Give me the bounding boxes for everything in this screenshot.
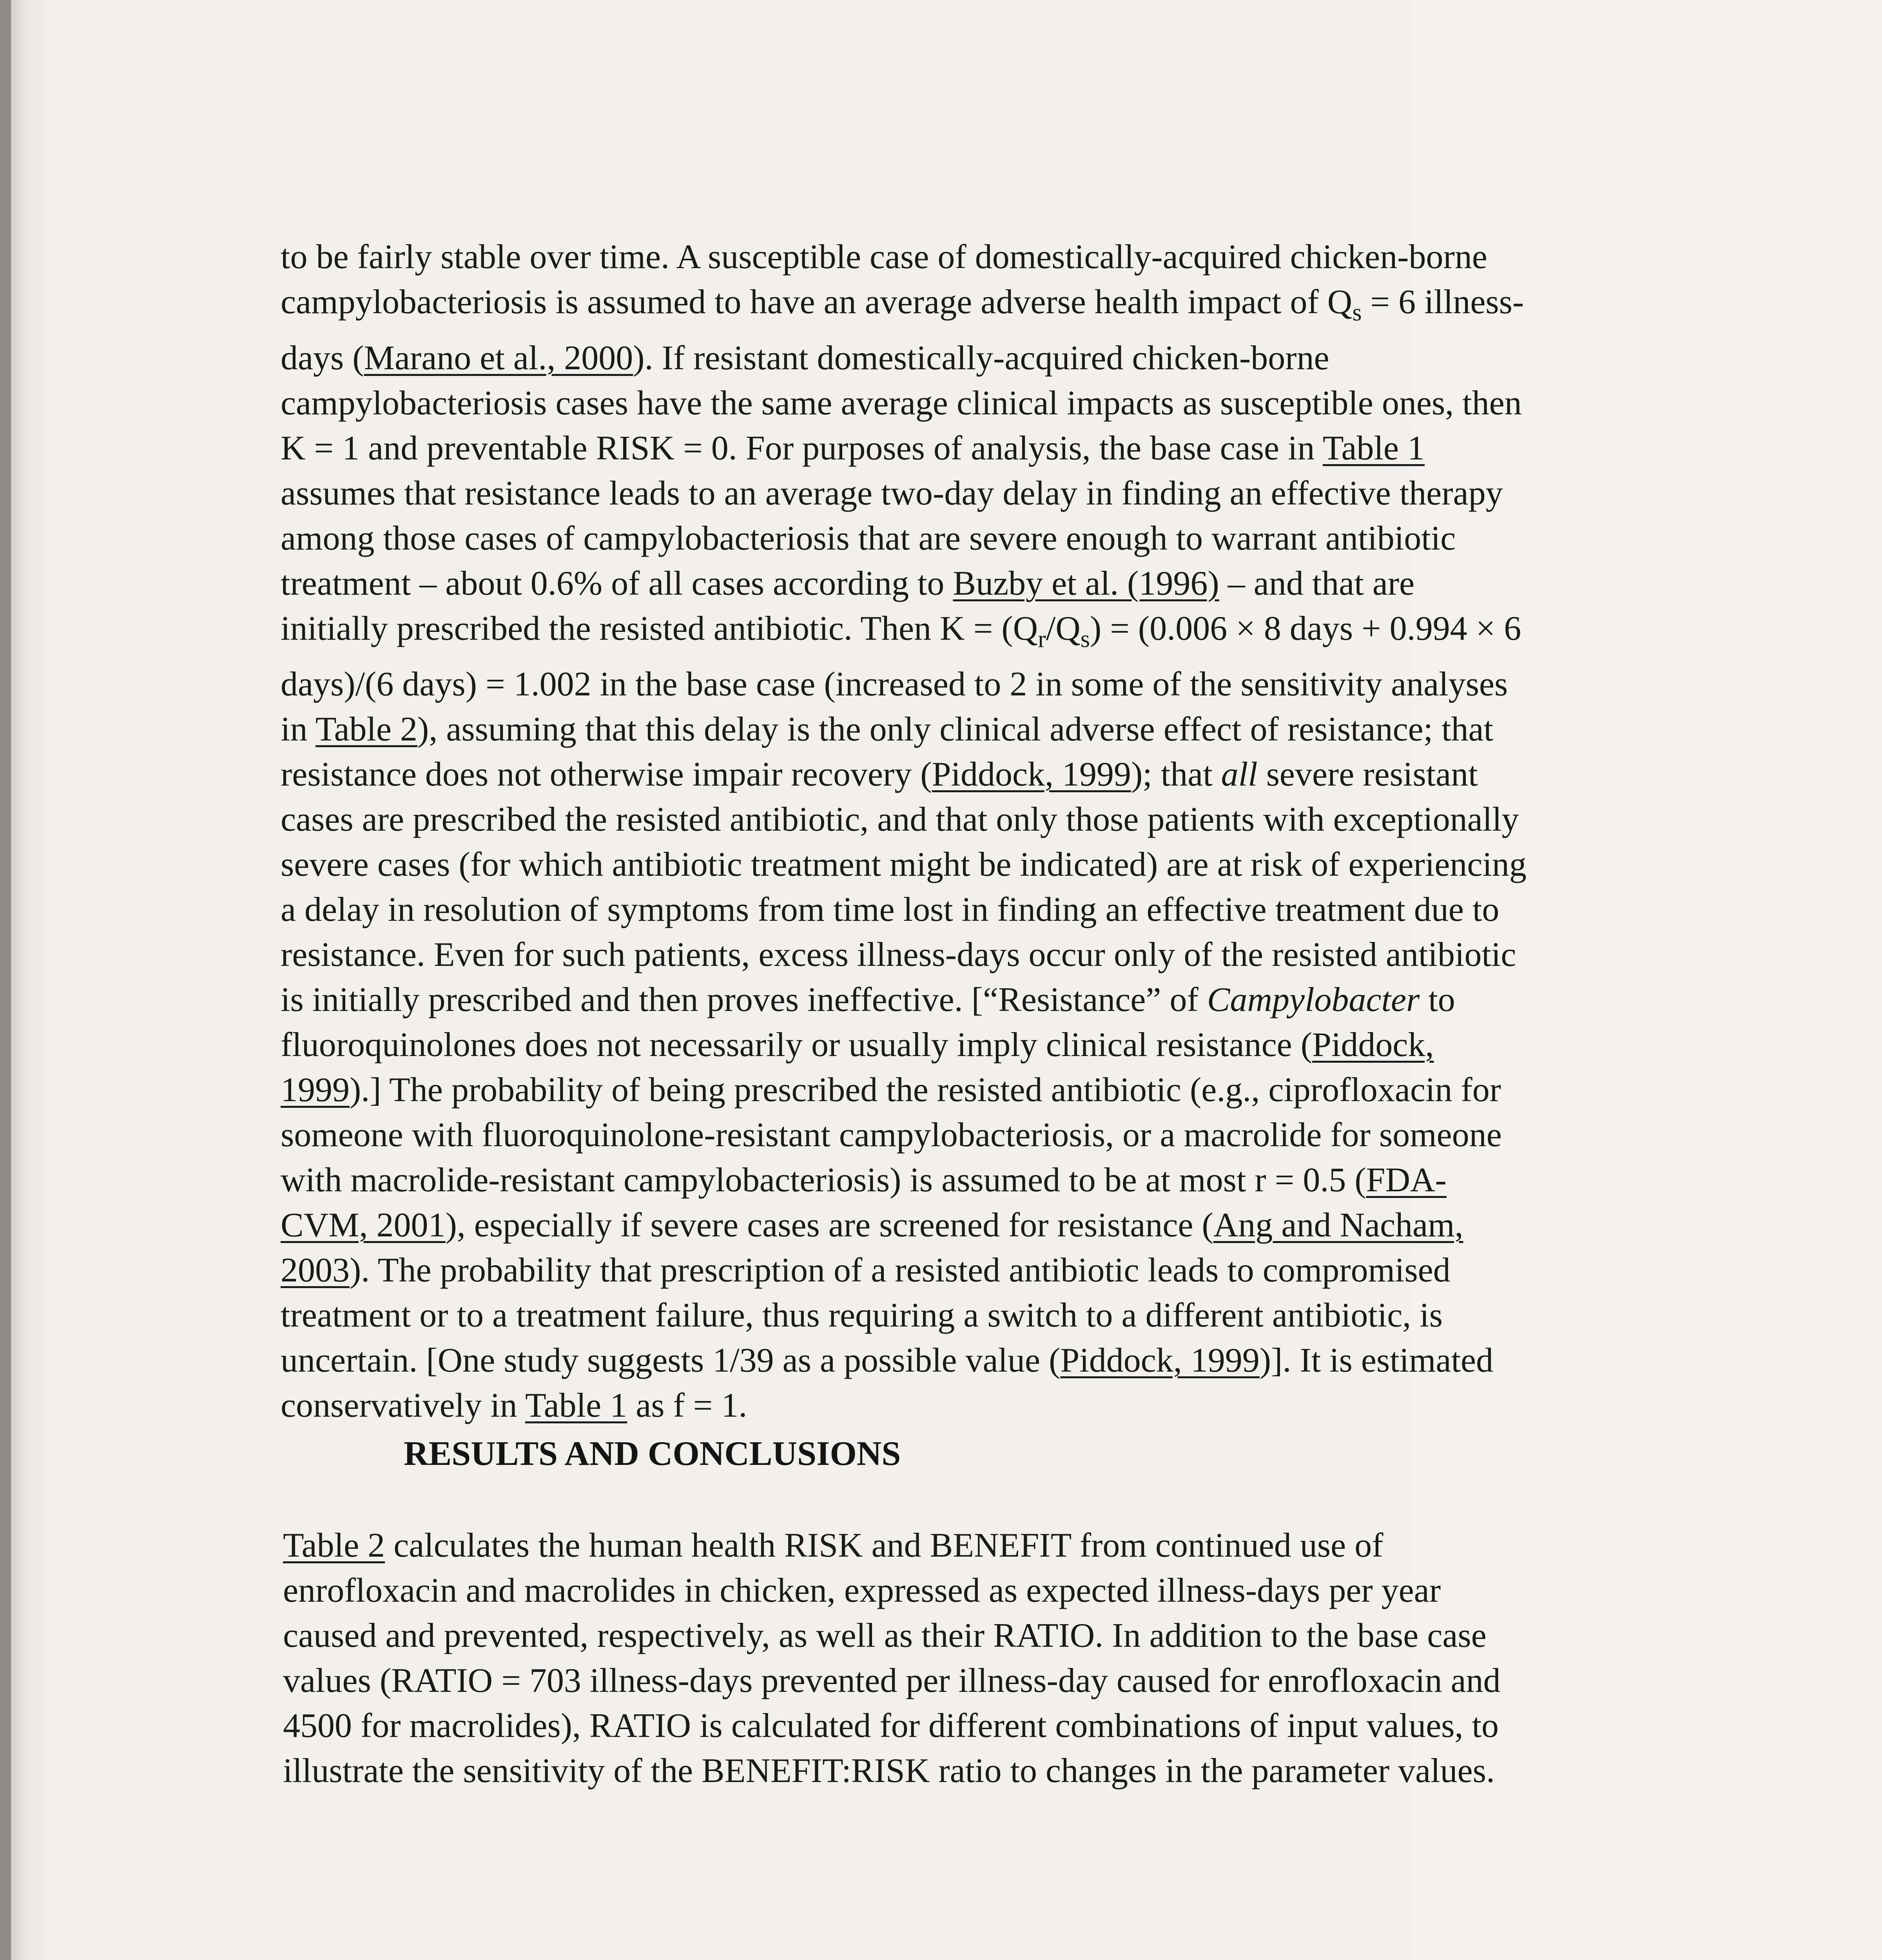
text-run: /Q [1046, 609, 1081, 648]
citation-link[interactable]: FDA- [1366, 1161, 1447, 1200]
text-run: campylobacteriosis is assumed to have an average adverse health impact of Q [281, 283, 1353, 321]
text-run: fluoroquinolones does not necessarily or usually imply clinical resistance ( [281, 1026, 1313, 1064]
text-line [281, 381, 1707, 426]
text-run: treatment or to a treatment failure, thus requiring a switch to a different antibiotic, is [281, 1296, 1443, 1335]
text-line [283, 1703, 1710, 1748]
text-line [281, 662, 1707, 707]
citation-link[interactable]: 1999 [281, 1071, 350, 1109]
text-line [281, 932, 1707, 977]
text-run: values (RATIO = 703 illness-days prevented per illness-day caused for enrofloxacin and [283, 1662, 1501, 1700]
text-line [281, 887, 1707, 932]
text-line [281, 1203, 1707, 1248]
text-run: = 6 illness- [1362, 283, 1524, 321]
text-line [283, 1568, 1710, 1613]
text-run: campylobacteriosis cases have the same average clinical impacts as susceptible ones, then [281, 384, 1522, 422]
citation-link[interactable]: Table 2 [283, 1526, 385, 1564]
citation-link[interactable]: Marano et al., 2000 [364, 339, 633, 377]
body-paragraph-1 [281, 234, 1707, 1428]
text-line [283, 1523, 1710, 1568]
text-line [281, 842, 1707, 887]
text-run: days)/(6 days) = 1.002 in the base case (increased to 2 in some of the sensitivity analyses [281, 665, 1508, 704]
text-run: ). If resistant domestically-acquired chicken-borne [633, 339, 1329, 377]
body-paragraph-2 [283, 1523, 1710, 1793]
text-line [281, 234, 1707, 279]
text-line [281, 1112, 1707, 1158]
text-line [281, 797, 1707, 842]
text-line [281, 1022, 1707, 1067]
text-run: resistance does not otherwise impair recovery ( [281, 755, 932, 794]
text-line [281, 516, 1707, 561]
subscript: r [1038, 626, 1046, 653]
subscript: s [1352, 299, 1362, 326]
text-run: conservatively in [281, 1387, 525, 1425]
text-line [281, 279, 1707, 336]
text-run: treatment – about 0.6% of all cases according to [281, 564, 953, 603]
citation-link[interactable]: Piddock, [1312, 1026, 1434, 1064]
citation-link[interactable]: Table 1 [1322, 429, 1425, 467]
text-run: ); that [1131, 755, 1221, 794]
citation-link[interactable]: Piddock, 1999 [932, 755, 1131, 794]
text-run: is initially prescribed and then proves ineffective. [“Resistance” of [281, 981, 1207, 1019]
text-run: calculates the human health RISK and BENEFIT from continued use of [385, 1526, 1383, 1564]
text-line [281, 1293, 1707, 1338]
text-line [281, 1067, 1707, 1112]
text-run: resistance. Even for such patients, excess illness-days occur only of the resisted antibiotic [281, 936, 1516, 974]
text-line [281, 1158, 1707, 1203]
italic-text: all [1221, 755, 1258, 794]
text-run: ), especially if severe cases are screened for resistance ( [445, 1206, 1213, 1245]
text-run: cases are prescribed the resisted antibiotic, and that only those patients with exceptionally [281, 800, 1519, 839]
text-line [281, 707, 1707, 752]
text-run: ), assuming that this delay is the only clinical adverse effect of resistance; that [417, 710, 1494, 749]
text-run: illustrate the sensitivity of the BENEFIT:RISK ratio to changes in the parameter values. [283, 1752, 1495, 1790]
text-line [281, 471, 1707, 516]
text-line [283, 1748, 1710, 1793]
page-edge-shadow [0, 0, 11, 1960]
text-line [281, 1383, 1707, 1428]
text-line [281, 1338, 1707, 1383]
text-run: as f = 1. [627, 1387, 747, 1425]
text-run: enrofloxacin and macrolides in chicken, expressed as expected illness-days per year [283, 1572, 1441, 1610]
citation-link[interactable]: Piddock, 1999 [1060, 1341, 1260, 1380]
text-line [283, 1613, 1710, 1658]
text-run: ) = (0.006 × 8 days + 0.994 × 6 [1090, 609, 1521, 648]
text-run: severe resistant [1257, 755, 1478, 794]
text-run: assumes that resistance leads to an average two-day delay in finding an effective therapy [281, 474, 1503, 512]
italic-text: Campylobacter [1207, 981, 1420, 1019]
subscript: s [1080, 626, 1090, 653]
text-run: uncertain. [One study suggests 1/39 as a possible value ( [281, 1341, 1061, 1380]
text-line [283, 1658, 1710, 1703]
text-run: in [281, 710, 315, 749]
citation-link[interactable]: Table 1 [525, 1387, 627, 1425]
text-run: to [1420, 981, 1455, 1019]
text-run: severe cases (for which antibiotic treatment might be indicated) are at risk of experiencing [281, 846, 1527, 884]
text-run: with macrolide-resistant campylobacteriosis) is assumed to be at most r = 0.5 ( [281, 1161, 1366, 1200]
text-line [281, 606, 1707, 662]
section-heading: RESULTS AND CONCLUSIONS [404, 1435, 901, 1473]
text-run: caused and prevented, respectively, as well as their RATIO. In addition to the base case [283, 1617, 1487, 1655]
text-run: K = 1 and preventable RISK = 0. For purposes of analysis, the base case in [281, 429, 1323, 467]
text-run: a delay in resolution of symptoms from time lost in finding an effective treatment due to [281, 891, 1499, 929]
text-line [281, 561, 1707, 606]
citation-link[interactable]: CVM, 2001 [281, 1206, 446, 1245]
citation-link[interactable]: Buzby et al. (1996) [953, 564, 1219, 603]
text-run: 4500 for macrolides), RATIO is calculated for different combinations of input values, to [283, 1707, 1499, 1745]
text-line [281, 336, 1707, 381]
citation-link[interactable]: Table 2 [315, 710, 418, 749]
text-run: ).] The probability of being prescribed the resisted antibiotic (e.g., ciprofloxacin for [350, 1071, 1501, 1109]
text-run: days ( [281, 339, 364, 377]
text-line [281, 977, 1707, 1022]
text-run: ). The probability that prescription of a resisted antibiotic leads to compromised [350, 1251, 1450, 1290]
text-line [281, 426, 1707, 471]
text-run: initially prescribed the resisted antibiotic. Then K = (Q [281, 609, 1038, 648]
text-run: among those cases of campylobacteriosis that are severe enough to warrant antibiotic [281, 519, 1456, 557]
text-line [281, 752, 1707, 797]
text-run: someone with fluoroquinolone-resistant campylobacteriosis, or a macrolide for someone [281, 1116, 1502, 1154]
text-line [281, 1248, 1707, 1293]
text-run: )]. It is estimated [1259, 1341, 1494, 1380]
citation-link[interactable]: Ang and Nacham, [1213, 1206, 1463, 1245]
text-run: – and that are [1219, 564, 1415, 603]
citation-link[interactable]: 2003 [281, 1251, 350, 1290]
text-run: to be fairly stable over time. A susceptible case of domestically-acquired chicken-borne [281, 238, 1487, 276]
